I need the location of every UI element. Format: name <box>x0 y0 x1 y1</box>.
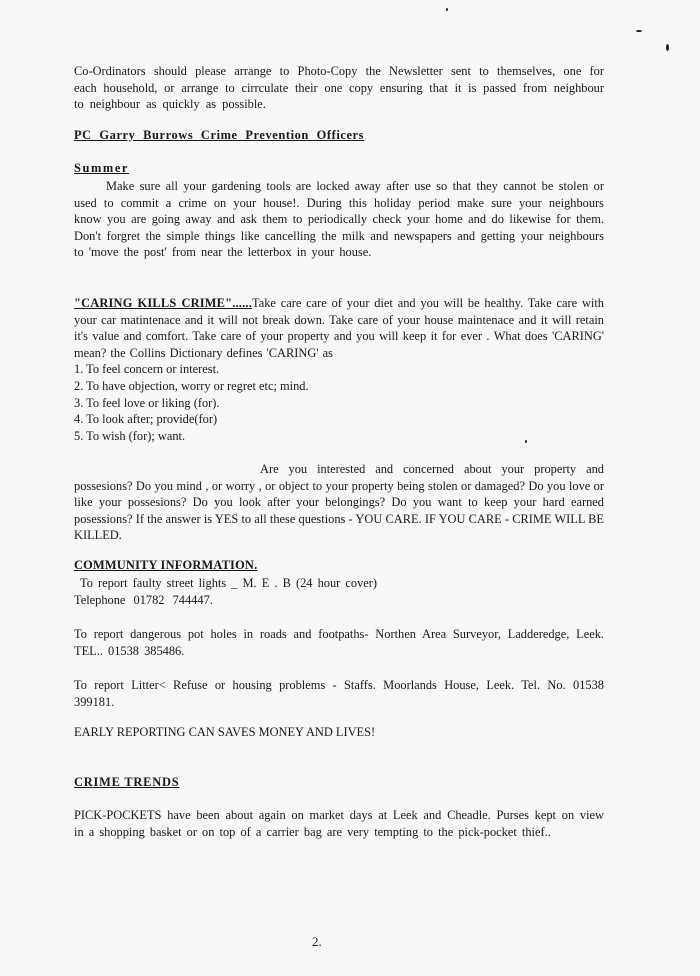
litter-info <box>74 677 604 710</box>
street-lights-info <box>74 575 604 608</box>
definition-item: 4. To look after; provide(for) <box>74 412 218 427</box>
caring-heading: "CARING KILLS CRIME"...... <box>74 296 252 310</box>
summer-text: Make sure all your gardening tools are locked away after use so that they cannot be stolen or used to commit a crime on your house!. During this holiday period make sure your neighbours know you are going away and ask them to periodically check your home and do likewise for them. Don't forgret the simple things like cancelling the milk and newspapers and getting your neighbours to 'move the post' from near the letterbox in your house. <box>74 179 604 260</box>
summer-heading: Summer <box>74 161 130 175</box>
trends-heading: CRIME TRENDS <box>74 775 180 789</box>
caring-closing-text: Are you interested and concerned about your property and possesions? Do you mind , or worry , or object to your property being stolen or damaged? Do you love or like your possesions? Do you look after your belongings? Do you want to keep your hard earned posessions? If the answer is YES to all these questions - YOU CARE. IF YOU CARE - CRIME WILL BE KILLED. <box>74 462 604 543</box>
definition-item: 1. To feel concern or interest. <box>74 362 220 377</box>
scan-speck <box>446 8 448 11</box>
summer-heading-wrap <box>74 160 604 177</box>
street-lights-phone: Telephone 01782 744447. <box>74 592 213 607</box>
caring-closing-paragraph <box>74 461 604 544</box>
intro-paragraph <box>74 63 604 113</box>
summer-paragraph <box>74 178 604 261</box>
potholes-info <box>74 626 604 659</box>
page-number: 2. <box>312 934 322 949</box>
caring-text: Take care care of your diet and you will be healthy. Take care with your car matintenace and it will not break down. Take care of your house maintenace and it will retain it's value and comfort. Take care of your property and you will keep it for ever . What does 'CARING' mean? the Collins Dictionary defines 'CARING' as <box>74 296 604 360</box>
trends-heading-wrap <box>74 774 604 791</box>
litter-text: To report Litter< Refuse or housing problems - Staffs. Moorlands House, Leek. Tel. No. 01538 399181. <box>74 678 604 709</box>
caring-section <box>74 295 604 444</box>
early-reporting-notice <box>74 724 604 741</box>
definition-list <box>74 361 604 444</box>
community-heading: COMMUNITY INFORMATION. <box>74 558 258 572</box>
caring-paragraph <box>74 295 604 361</box>
pc-section-heading: PC Garry Burrows Crime Prevention Officers <box>74 128 365 142</box>
trends-text: PICK-POCKETS have been about again on market days at Leek and Cheadle. Purses kept on view in a shopping basket or on top of a carrier bag are very tempting to the pick-pocket thief.. <box>74 808 604 839</box>
community-heading-wrap <box>74 557 604 574</box>
scan-speck <box>636 30 642 32</box>
definition-item: 2. To have objection, worry or regret etc; mind. <box>74 378 309 393</box>
trends-paragraph <box>74 807 604 840</box>
definition-item: 3. To feel love or liking (for). <box>74 395 220 410</box>
intro-text: Co-Ordinators should please arrange to Photo-Copy the Newsletter sent to themselves, one for each household, or arrange to cirrculate their one copy ensuring that it is passed from neighbour to neighbour as quickly as possible. <box>74 64 604 112</box>
pc-section-heading-wrap <box>74 127 604 144</box>
street-lights-line: To report faulty street lights _ M. E . B (24 hour cover) <box>80 576 378 590</box>
definition-item: 5. To wish (for); want. <box>74 428 186 443</box>
potholes-text: To report dangerous pot holes in roads and footpaths- Northen Area Surveyor, Ladderedge, Leek. TEL.. 01538 385486. <box>74 627 604 658</box>
scan-speck <box>666 44 669 51</box>
early-reporting-text: EARLY REPORTING CAN SAVES MONEY AND LIVES! <box>74 725 376 739</box>
